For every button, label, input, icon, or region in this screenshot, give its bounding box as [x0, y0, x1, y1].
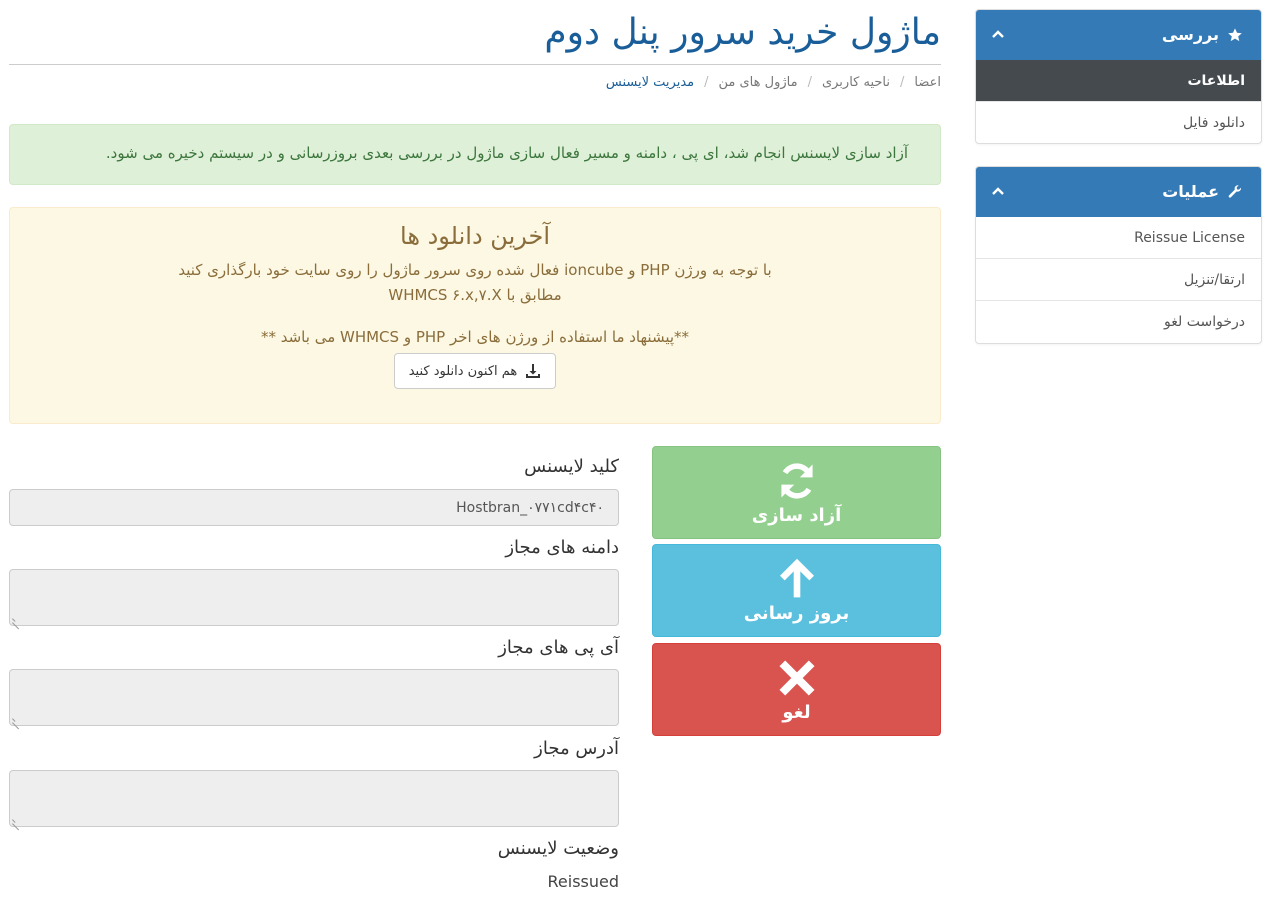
title-divider [9, 64, 941, 65]
update-label: بروز رسانی [743, 603, 850, 624]
success-alert: آزاد سازی لایسنس انجام شد، ای پی ، دامنه و مسیر فعال سازی ماژول در بررسی بعدی بروزرسانی و در سیستم دخیره می شود. [9, 124, 941, 185]
allowed-domains-label: دامنه های مجاز [505, 537, 619, 558]
latest-downloads-box [9, 207, 941, 424]
allowed-path-field[interactable] [9, 770, 619, 827]
downloads-compat: مطابق با WHMCS ۶.x,۷.X [388, 286, 562, 304]
license-status-label: وضعیت لایسنس [497, 838, 619, 859]
release-label: آزاد سازی [751, 505, 842, 526]
page-title: ماژول خرید سرور پنل دوم [544, 12, 941, 53]
sidebar-panel-operations [975, 166, 1262, 344]
sidebar-item-download-file[interactable]: دانلود فایل [1182, 115, 1245, 131]
allowed-domains-field[interactable] [9, 569, 619, 626]
license-status-value: Reissued [547, 872, 619, 891]
sidebar-panel-review [975, 9, 1262, 144]
downloads-heading: آخرین دانلود ها [400, 222, 550, 250]
panel-title-operations: عملیات [1162, 182, 1219, 201]
downloads-recommendation: **پیشنهاد ما استفاده از ورژن های اخر PHP و WHMCS می باشد ** [260, 328, 690, 346]
refresh-icon [775, 459, 819, 503]
update-button[interactable] [652, 544, 941, 637]
sidebar-item-info[interactable]: اطلاعات [976, 60, 1261, 102]
sidebar-item-upgrade-downgrade[interactable]: ارتقا/تنزیل [976, 259, 1261, 301]
breadcrumb-members[interactable]: اعضا [914, 75, 941, 90]
wrench-icon [1227, 184, 1243, 200]
star-icon [1227, 27, 1243, 43]
sidebar-item-cancel-request[interactable]: درخواست لغو [1164, 314, 1245, 330]
breadcrumb: اعضا / ناحیه کاربری / ماژول های من / مدیریت لایسنس [605, 75, 941, 90]
download-now-button[interactable] [394, 353, 557, 389]
cancel-label: لغو [782, 702, 811, 723]
cancel-button[interactable] [652, 643, 941, 736]
panel-title-review: بررسی [1161, 25, 1219, 44]
breadcrumb-client-area[interactable]: ناحیه کاربری [821, 75, 890, 90]
downloads-instruction: با توجه به ورژن PHP و ioncube فعال شده روی سرور ماژول را روی سایت خود بارگذاری کنید [178, 261, 772, 279]
panel-heading-review[interactable] [976, 10, 1261, 60]
close-icon [775, 656, 819, 700]
breadcrumb-license-management: مدیریت لایسنس [605, 75, 695, 90]
download-now-label: هم اکنون دانلود کنید [408, 363, 518, 379]
license-key-label: کلید لایسنس [524, 456, 619, 477]
allowed-ips-label: آی پی های مجاز [498, 637, 619, 658]
release-license-button[interactable] [652, 446, 941, 539]
resize-handle[interactable] [12, 615, 20, 623]
breadcrumb-my-modules[interactable]: ماژول های من [718, 75, 798, 90]
chevron-up-icon[interactable] [990, 183, 1006, 199]
resize-handle[interactable] [12, 816, 20, 824]
license-key-field[interactable]: Hostbran_۰۷۷۱cd۴c۴۰ [9, 489, 619, 526]
resize-handle[interactable] [12, 715, 20, 723]
allowed-path-label: آدرس مجاز [534, 738, 619, 759]
allowed-ips-field[interactable] [9, 669, 619, 726]
panel-heading-operations[interactable] [976, 167, 1261, 217]
sidebar-item-reissue-license[interactable]: Reissue License [976, 217, 1261, 259]
arrow-up-icon [775, 557, 819, 601]
chevron-up-icon[interactable] [990, 26, 1006, 42]
download-icon [525, 363, 541, 379]
